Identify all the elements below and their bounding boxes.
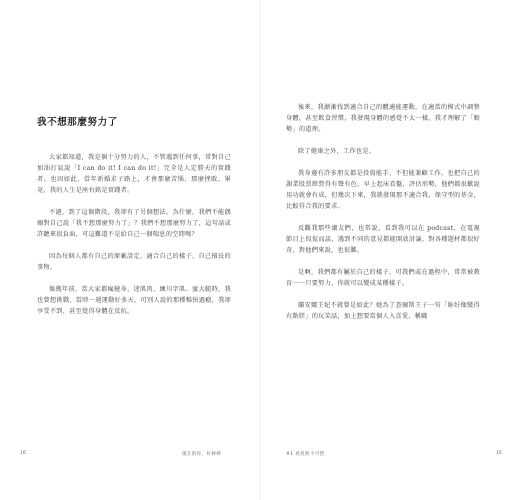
- paragraph: 像幾年前，當大家都瘋健身、迷肌肉、練川字肌、蜜大腿時，我也曾想挑戰，當時一週運動好多天，可別人說的那種暢快過癮，我卻享受不到，甚至覺得身體在反抗。: [37, 286, 231, 315]
- paragraph: 是啊，我們都有屬於自己的樣子，可我們或在過程中，常常被教育一一只要努力，你就可以變成某種樣子。: [286, 269, 480, 287]
- running-head: #1 真愛與不可惜: [286, 452, 325, 457]
- paragraph: 不過，到了這個階段，我卻有了另個想法。為什麼，我們不能偶爾對自己說「我不想那麼努力了」？我們不想那麼努力了，這句話或許聽來很負面，可這難道不是給自己一個喘息的空間嗎？: [37, 209, 231, 238]
- paragraph: 因為每個人都有自己的原廠設定，適合自己的樣子，自己擅長的事物。: [37, 253, 231, 271]
- page-number: 16: [20, 451, 26, 456]
- paragraph: 後來，我漸漸找到適合自己的體適能運動，在適當的模式中調整身體，甚至飲食習慣，我發現身體的感覺不太一樣，我才理解了「順勢」的道理。: [286, 104, 480, 133]
- right-page: [261, 0, 520, 500]
- chapter-title: 我不想那麼努力了: [37, 117, 118, 128]
- paragraph: 反觀我那些潮友們，也常說，看到我可以在 podcast、在電視節目上侃侃而談，遇到不同的意見都能開放討論，對各種題材都很好奇，對他們來說，也很難。: [286, 225, 480, 254]
- paragraph: 蘭安娜王妃不就曾是如此？她為了查爾斯王子一句「妳好像變得有點胖」的玩笑話，加上想要當個人入喜愛、稱職: [286, 302, 480, 320]
- right-page-body: [286, 102, 480, 333]
- left-page: [0, 0, 259, 500]
- running-head: 現在的你，好棒棒: [182, 452, 222, 457]
- page-number: 15: [496, 451, 502, 456]
- paragraph: 我身邊有許多朋友都是投資能手，不但能兼顧工作，也把自己的謝業股票經營得有聲有色，早上起床看盤，評估形勢，他們都很歡說用功就會有成，但幾次下來，我就發現那不適合我，保守型的基金，比較符合我的要求。: [286, 170, 480, 210]
- left-page-body: [37, 152, 231, 328]
- paragraph: 除了健康之外，工作也是。: [298, 148, 376, 155]
- paragraph: 大家都知道，我是個十分努力的人，不管遇到任何事，常對自己加油打氣說「I can do it! I can do it!」完全是人定勝天的實踐者。也因如此，當年新婚求子路上，才會那麼苦惱、那麼挫敗。畢竟，我的人生是座右銘是實踐者。: [37, 154, 231, 194]
